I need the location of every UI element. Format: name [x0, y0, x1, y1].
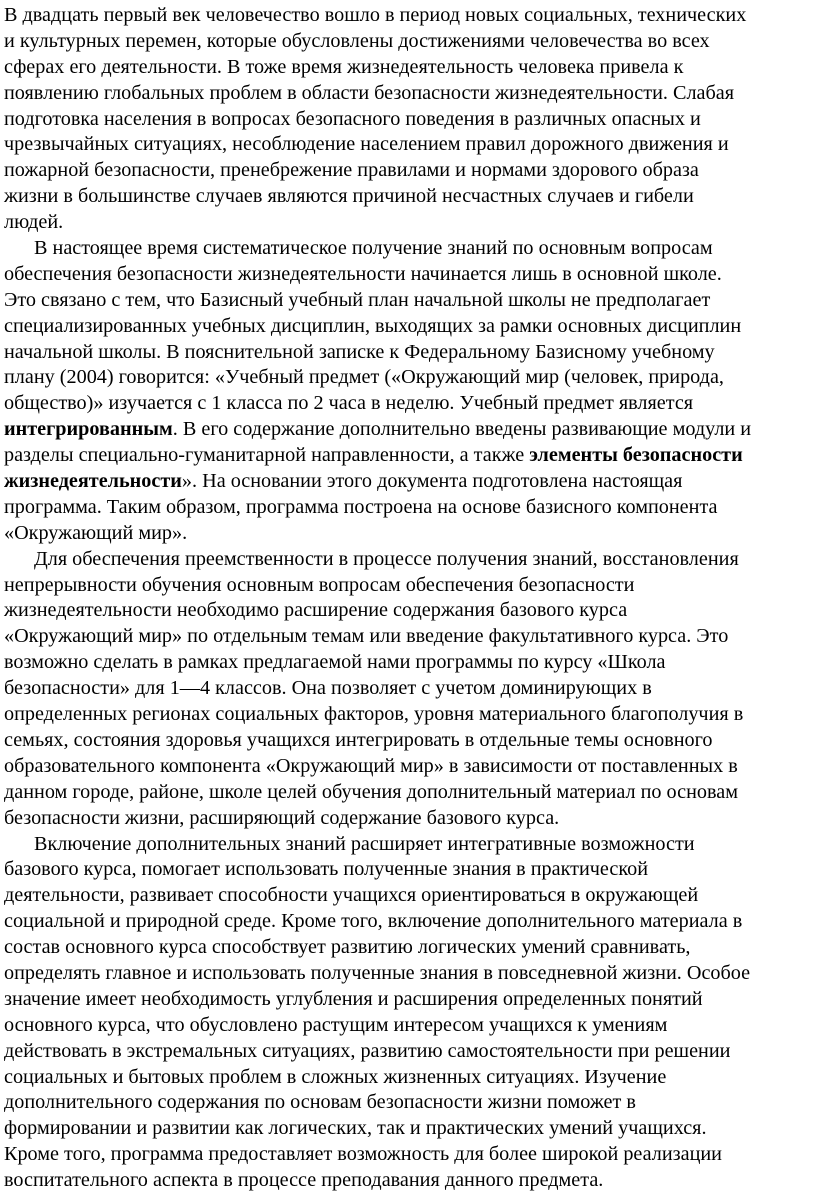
text-line — [4, 857, 812, 883]
text-line — [4, 132, 812, 158]
text-line — [4, 495, 812, 521]
text-run: значение имеет необходимость углубления и расширения определенных понятий — [4, 987, 703, 1010]
text-line — [4, 935, 812, 961]
text-run: жизни в большинстве случаев являются причиной несчастных случаев и гибели — [4, 185, 694, 208]
text-run: ». На основании этого документа подготовлена настоящая — [181, 470, 683, 493]
text-run: данном городе, районе, школе целей обучения дополнительный материал по основам — [4, 780, 738, 803]
text-line — [4, 288, 812, 314]
text-line — [4, 650, 812, 676]
text-run: Это связано с тем, что Базисный учебный план начальной школы не предполагает — [4, 288, 711, 311]
text-run: основного курса, что обусловлено растущим интересом учащихся к умениям — [4, 1013, 668, 1036]
text-run: В двадцать первый век человечество вошло в период новых социальных, технических — [4, 4, 747, 26]
text-run: чрезвычайных ситуациях, несоблюдение населением правил дорожного движения и — [4, 133, 729, 156]
text-line — [4, 909, 812, 935]
bold-text: элементы безопасности — [529, 444, 743, 467]
text-run: семьях, состояния здоровья учащихся интегрировать в отдельные темы основного — [4, 728, 713, 751]
text-line — [4, 676, 812, 702]
text-run: обеспечения безопасности жизнедеятельности начинается лишь в основной школе. — [4, 262, 722, 285]
text-line — [4, 624, 812, 650]
text-line — [4, 158, 812, 184]
text-line — [4, 3, 812, 29]
text-line — [4, 210, 812, 236]
text-line — [4, 107, 812, 133]
text-run: Кроме того, программа предоставляет возможность для более широкой реализации — [4, 1143, 722, 1166]
text-line — [4, 728, 812, 754]
text-line — [4, 184, 812, 210]
text-line — [4, 314, 812, 340]
text-line — [4, 883, 812, 909]
text-run: формировании и развитии как логических, так и практических умений учащихся. — [4, 1117, 707, 1140]
text-run: людей. — [4, 211, 64, 234]
text-line — [4, 1013, 812, 1039]
text-run: базового курса, помогает использовать полученные знания в практической — [4, 858, 649, 881]
text-run: специализированных учебных дисциплин, выходящих за рамки основных дисциплин — [4, 314, 742, 337]
document-body — [4, 3, 812, 1194]
text-run: социальной и природной среде. Кроме того, включение дополнительного материала в — [4, 910, 743, 933]
bold-text: интегрированным — [4, 418, 173, 441]
text-run: социальных и бытовых проблем в сложных жизненных ситуациях. Изучение — [4, 1065, 667, 1088]
text-run: возможно сделать в рамках предлагаемой нами программы по курсу «Школа — [4, 651, 666, 674]
text-line — [4, 1039, 812, 1065]
text-run: деятельности, развивает способности учащихся ориентироваться в окружающей — [4, 884, 699, 907]
text-line — [4, 1090, 812, 1116]
text-line — [4, 598, 812, 624]
text-line — [4, 961, 812, 987]
text-run: образовательного компонента «Окружающий мир» в зависимости от поставленных в — [4, 754, 738, 777]
text-line — [4, 443, 812, 469]
text-run: и культурных перемен, которые обусловлены достижениями человечества во всех — [4, 29, 710, 52]
text-line — [4, 469, 812, 495]
text-run: дополнительного содержания по основам безопасности жизни поможет в — [4, 1091, 636, 1114]
text-run: действовать в экстремальных ситуациях, развитию самостоятельности при решении — [4, 1039, 731, 1062]
text-line — [4, 547, 812, 573]
text-line — [4, 391, 812, 417]
text-run: пожарной безопасности, пренебрежение правилами и нормами здорового образа — [4, 159, 699, 182]
text-line — [4, 780, 812, 806]
text-run: плану (2004) говорится: «Учебный предмет («Окружающий мир (человек, природа, — [4, 366, 724, 389]
text-line — [4, 987, 812, 1013]
paragraph — [4, 236, 812, 547]
text-run: состав основного курса способствует развитию логических умений сравнивать, — [4, 936, 691, 959]
text-line — [4, 573, 812, 599]
text-line — [4, 832, 812, 858]
text-line — [4, 1116, 812, 1142]
text-line — [4, 1142, 812, 1168]
bold-text: жизнедеятельности — [4, 470, 182, 493]
text-run: . В его содержание дополнительно введены развивающие модули и — [172, 418, 752, 441]
text-line — [4, 1168, 812, 1194]
text-run: Включение дополнительных знаний расширяет интегративные возможности — [34, 832, 695, 855]
text-run: «Окружающий мир». — [4, 521, 188, 544]
text-run: подготовка населения в вопросах безопасного поведения в различных опасных и — [4, 107, 701, 130]
text-line — [4, 81, 812, 107]
text-line — [4, 55, 812, 81]
text-run: «Окружающий мир» по отдельным темам или введение факультативного курса. Это — [4, 625, 729, 648]
paragraph — [4, 547, 812, 832]
text-run: разделы специально-гуманитарной направленности, а также — [4, 444, 530, 467]
text-line — [4, 754, 812, 780]
text-run: начальной школы. В пояснительной записке к Федеральному Базисному учебному — [4, 340, 715, 363]
text-run: безопасности» для 1—4 классов. Она позволяет с учетом доминирующих в — [4, 677, 652, 700]
text-run: воспитательного аспекта в процессе преподавания данного предмета. — [4, 1169, 604, 1192]
text-run: программа. Таким образом, программа построена на основе базисного компонента — [4, 495, 718, 518]
text-run: безопасности жизни, расширяющий содержание базового курса. — [4, 806, 560, 829]
text-line — [4, 262, 812, 288]
text-run: определенных регионах социальных факторов, уровня материального благополучия в — [4, 703, 744, 726]
text-line — [4, 417, 812, 443]
text-run: непрерывности обучения основным вопросам обеспечения безопасности — [4, 573, 635, 596]
text-run: появлению глобальных проблем в области безопасности жизнедеятельности. Слабая — [4, 81, 734, 104]
paragraph — [4, 3, 812, 236]
text-run: Для обеспечения преемственности в процессе получения знаний, восстановления — [34, 547, 739, 570]
text-line — [4, 702, 812, 728]
text-line — [4, 521, 812, 547]
text-line — [4, 340, 812, 366]
text-line — [4, 236, 812, 262]
text-run: жизнедеятельности необходимо расширение содержания базового курса — [4, 599, 628, 622]
text-line — [4, 365, 812, 391]
text-run: определять главное и использовать полученные знания в повседневной жизни. Особое — [4, 961, 751, 984]
paragraph — [4, 832, 812, 1194]
text-line — [4, 1065, 812, 1091]
text-line — [4, 29, 812, 55]
text-run: общество)» изучается с 1 класса по 2 часа в неделю. Учебный предмет является — [4, 392, 694, 415]
text-line — [4, 806, 812, 832]
text-run: сферах его деятельности. В тоже время жизнедеятельность человека привела к — [4, 55, 684, 78]
text-run: В настоящее время систематическое получение знаний по основным вопросам — [34, 237, 713, 260]
